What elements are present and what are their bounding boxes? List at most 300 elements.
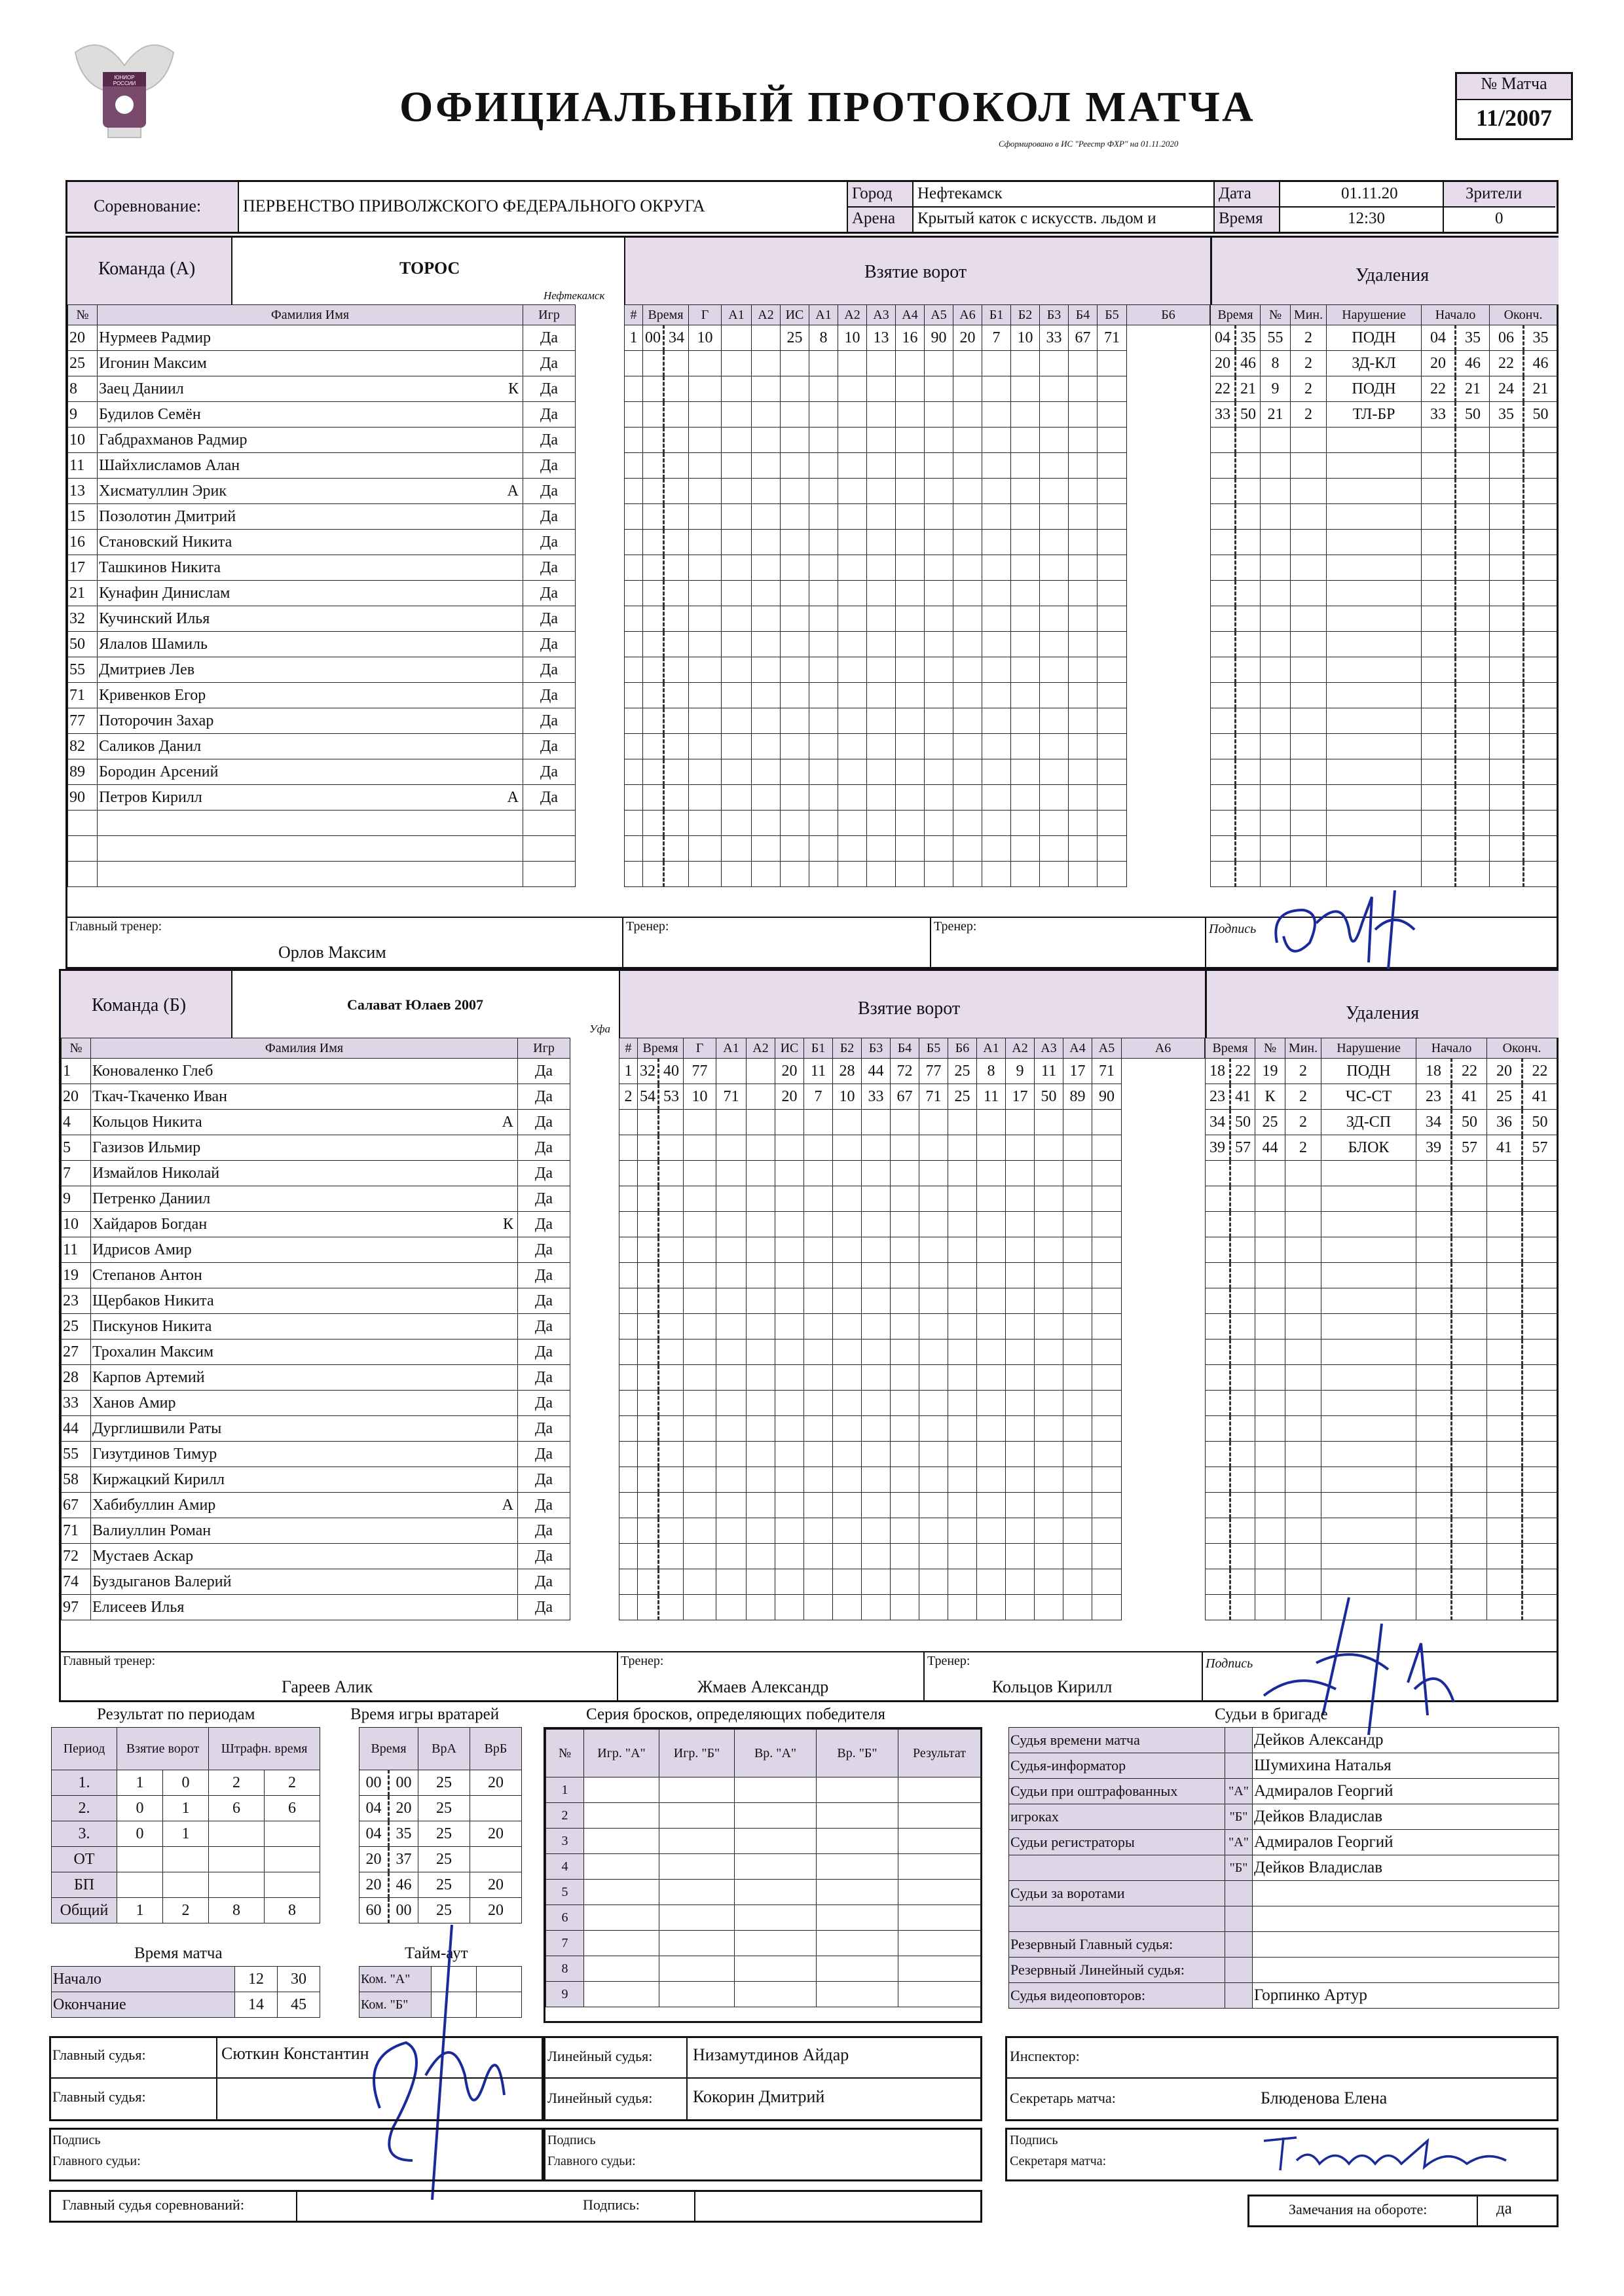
table-cell <box>664 683 689 708</box>
table-cell <box>1063 1212 1092 1237</box>
table-row <box>1211 759 1557 785</box>
table-cell <box>1321 1186 1416 1212</box>
table-cell <box>891 1339 919 1365</box>
table-cell <box>689 657 722 683</box>
table-cell <box>1011 581 1040 606</box>
table-cell <box>1490 428 1524 453</box>
table-cell <box>638 1416 659 1442</box>
table-cell <box>925 734 953 759</box>
referee-role: Резервный Линейный судья: <box>1009 1958 1225 1983</box>
table-cell <box>735 1803 817 1829</box>
table-cell <box>643 632 664 657</box>
table-cell <box>1456 428 1490 453</box>
periods-title: Результат по периодам <box>97 1705 255 1723</box>
table-cell <box>982 351 1011 376</box>
table-cell <box>1487 1161 1522 1186</box>
table-cell <box>1040 708 1069 734</box>
table-cell <box>1327 632 1422 657</box>
table-cell <box>1261 657 1291 683</box>
table-cell <box>1422 785 1456 811</box>
table-cell <box>1211 759 1236 785</box>
table-cell <box>1098 759 1127 785</box>
table-cell <box>1422 453 1456 479</box>
penalty-cell: 50 <box>1524 402 1557 428</box>
table-row <box>619 1314 1205 1339</box>
table-cell <box>1452 1365 1487 1391</box>
player-name: Газизов Ильмир <box>91 1135 518 1161</box>
shootout-row-number: 7 <box>546 1931 584 1956</box>
goal-cell: 33 <box>862 1084 891 1110</box>
table-cell <box>925 606 953 632</box>
table-cell <box>1321 1365 1416 1391</box>
player-number: 82 <box>68 734 98 759</box>
table-cell <box>1490 734 1524 759</box>
table-cell <box>584 1777 659 1803</box>
table-cell <box>1098 632 1127 657</box>
table-cell <box>809 376 838 402</box>
team-b-roster <box>61 1038 619 1620</box>
table-cell: Б4 <box>891 1038 919 1059</box>
goalie-cell: 20 <box>470 1770 522 1796</box>
table-cell <box>659 1110 684 1135</box>
table-cell <box>977 1237 1006 1263</box>
table-cell <box>982 555 1011 581</box>
table-cell <box>1236 555 1261 581</box>
player-played: Да <box>518 1237 570 1263</box>
table-cell <box>664 428 689 453</box>
table-cell <box>1230 1467 1255 1493</box>
player-played: Да <box>523 759 576 785</box>
goalie-cell: 25 <box>418 1770 470 1796</box>
table-cell <box>838 632 867 657</box>
table-cell <box>809 785 838 811</box>
player-name: Поторочин Захар <box>98 708 523 734</box>
table-cell <box>1522 1518 1557 1544</box>
table-row <box>1206 1416 1557 1442</box>
table-cell <box>982 862 1011 887</box>
table-cell <box>982 632 1011 657</box>
table-cell <box>1291 862 1327 887</box>
table-row <box>1206 1186 1557 1212</box>
table-cell <box>1211 657 1236 683</box>
table-cell <box>948 1263 977 1288</box>
goal-cell: 20 <box>775 1059 804 1084</box>
table-cell <box>953 862 982 887</box>
table-cell <box>1255 1339 1285 1365</box>
penalty-cell: 2 <box>1285 1084 1321 1110</box>
table-cell <box>1487 1263 1522 1288</box>
referee-tag <box>1225 1728 1253 1753</box>
player-name: Хайдаров Богдан К <box>91 1212 518 1237</box>
table-cell <box>1006 1110 1035 1135</box>
goal-cell: 33 <box>1040 325 1069 351</box>
table-cell <box>781 479 809 504</box>
table-cell <box>659 1135 684 1161</box>
table-cell <box>716 1365 747 1391</box>
table-cell <box>643 479 664 504</box>
table-cell <box>1236 453 1261 479</box>
table-cell <box>625 453 643 479</box>
table-cell <box>1291 708 1327 734</box>
table-cell <box>1524 555 1557 581</box>
goal-cell: 90 <box>925 325 953 351</box>
table-cell <box>1456 606 1490 632</box>
goal-cell: 7 <box>982 325 1011 351</box>
table-cell <box>1255 1442 1285 1467</box>
table-row <box>1009 1779 1559 1804</box>
table-cell <box>752 759 781 785</box>
table-cell <box>1092 1442 1122 1467</box>
team-b-coach2: Кольцов Кирилл <box>992 1677 1113 1696</box>
referee-name: Горпинко Артур <box>1253 1983 1559 2009</box>
table-row <box>619 1595 1205 1620</box>
table-cell <box>643 555 664 581</box>
table-cell <box>625 734 643 759</box>
table-cell <box>817 1956 898 1982</box>
table-cell <box>752 504 781 530</box>
table-cell <box>1011 428 1040 453</box>
table-row <box>1206 1110 1557 1135</box>
table-cell <box>523 836 576 862</box>
table-cell <box>1422 708 1456 734</box>
table-cell <box>919 1569 948 1595</box>
table-cell <box>1206 1569 1230 1595</box>
table-cell <box>1524 862 1557 887</box>
table-cell <box>716 1416 747 1442</box>
goalie-cell: 25 <box>418 1872 470 1898</box>
table-cell <box>664 453 689 479</box>
table-cell <box>925 657 953 683</box>
table-cell <box>584 1854 659 1880</box>
table-cell <box>747 1110 775 1135</box>
table-cell <box>925 683 953 708</box>
referee-role: Судья видеоповторов: <box>1009 1983 1225 2009</box>
table-cell <box>1069 862 1098 887</box>
table-cell <box>925 376 953 402</box>
table-cell <box>982 683 1011 708</box>
table-row <box>1009 1983 1559 2009</box>
goal-cell <box>722 325 752 351</box>
table-cell <box>1487 1467 1522 1493</box>
table-cell <box>925 453 953 479</box>
penalty-cell: 21 <box>1261 402 1291 428</box>
table-cell <box>722 657 752 683</box>
table-cell <box>1456 785 1490 811</box>
table-cell <box>619 1518 638 1544</box>
penalty-cell: 33 <box>1211 402 1236 428</box>
player-played: Да <box>518 1442 570 1467</box>
table-cell <box>584 1956 659 1982</box>
table-cell <box>833 1314 862 1339</box>
table-cell <box>1035 1212 1063 1237</box>
goal-cell: 8 <box>977 1059 1006 1084</box>
penalty-cell: 22 <box>1490 351 1524 376</box>
table-cell <box>735 1982 817 2007</box>
table-row <box>625 351 1210 376</box>
table-cell <box>838 657 867 683</box>
player-name: Бородин Арсений <box>98 759 523 785</box>
table-cell <box>716 1493 747 1518</box>
table-cell <box>1524 530 1557 555</box>
table-cell <box>982 606 1011 632</box>
main-ref-sig-label-2: Главного судьи: <box>52 2154 141 2168</box>
player-played: Да <box>518 1288 570 1314</box>
table-cell <box>1011 632 1040 657</box>
goalie-cell <box>470 1796 522 1821</box>
table-row <box>625 606 1210 632</box>
penalty-cell: 18 <box>1416 1059 1452 1084</box>
table-cell <box>1285 1493 1321 1518</box>
table-row <box>62 1161 619 1186</box>
table-cell <box>1524 606 1557 632</box>
table-cell <box>953 402 982 428</box>
table-cell <box>1006 1518 1035 1544</box>
penalty-cell: БЛОК <box>1321 1135 1416 1161</box>
table-cell <box>891 1442 919 1467</box>
table-cell <box>716 1339 747 1365</box>
table-row <box>1206 1518 1557 1544</box>
table-cell <box>1035 1339 1063 1365</box>
table-row <box>68 479 625 504</box>
table-cell <box>716 1518 747 1544</box>
table-cell <box>1327 734 1422 759</box>
table-cell: Г <box>689 305 722 325</box>
table-cell <box>1416 1493 1452 1518</box>
table-cell <box>747 1237 775 1263</box>
table-cell <box>1206 1212 1230 1237</box>
penalty-cell: 23 <box>1206 1084 1230 1110</box>
table-cell: Начало <box>1416 1038 1487 1059</box>
table-cell <box>638 1339 659 1365</box>
table-cell <box>1524 759 1557 785</box>
table-cell <box>809 836 838 862</box>
table-row <box>1009 1906 1559 1932</box>
table-cell <box>1092 1569 1122 1595</box>
table-cell <box>716 1467 747 1493</box>
period-cell: 0 <box>163 1770 209 1796</box>
table-cell <box>1285 1518 1321 1544</box>
table-cell <box>1422 504 1456 530</box>
table-cell <box>1236 811 1261 836</box>
table-cell <box>1211 734 1236 759</box>
table-cell <box>1063 1493 1092 1518</box>
team-a-pen-label: Удаления <box>1356 265 1430 285</box>
table-cell <box>948 1493 977 1518</box>
team-a-coach1-label: Тренер: <box>626 919 669 934</box>
player-number: 33 <box>62 1391 91 1416</box>
table-cell: А3 <box>1035 1038 1063 1059</box>
table-row <box>1211 351 1557 376</box>
table-cell <box>891 1365 919 1391</box>
table-cell: Начало <box>1422 305 1490 325</box>
table-cell <box>919 1518 948 1544</box>
table-cell <box>977 1110 1006 1135</box>
table-row <box>1211 325 1557 351</box>
table-cell <box>1040 555 1069 581</box>
table-cell <box>684 1237 716 1263</box>
table-cell <box>1035 1518 1063 1544</box>
table-cell: Б3 <box>862 1038 891 1059</box>
table-cell <box>1040 734 1069 759</box>
table-cell <box>1261 479 1291 504</box>
table-cell <box>1206 1263 1230 1288</box>
table-row <box>1211 581 1557 606</box>
table-cell <box>948 1339 977 1365</box>
table-cell <box>752 657 781 683</box>
team-b-coach1: Жмаев Александр <box>697 1677 829 1696</box>
table-row <box>625 708 1210 734</box>
team-b-coach2-label: Тренер: <box>927 1654 970 1668</box>
table-cell <box>804 1314 833 1339</box>
match-number: 11/2007 <box>1475 105 1552 131</box>
table-cell <box>1327 479 1422 504</box>
table-cell <box>781 376 809 402</box>
table-cell <box>809 504 838 530</box>
table-cell <box>643 708 664 734</box>
table-cell <box>722 862 752 887</box>
table-cell <box>1011 479 1040 504</box>
table-cell: ВрБ <box>470 1728 522 1770</box>
table-cell <box>833 1288 862 1314</box>
goal-cell: 17 <box>1006 1084 1035 1110</box>
table-row <box>68 555 625 581</box>
table-cell <box>1098 428 1127 453</box>
table-cell <box>1524 785 1557 811</box>
table-cell <box>619 1161 638 1186</box>
shootout-row-number: 2 <box>546 1803 584 1829</box>
table-cell <box>1211 479 1236 504</box>
table-row <box>619 1544 1205 1569</box>
table-cell <box>659 1263 684 1288</box>
table-cell <box>625 530 643 555</box>
player-name: Измайлов Николай <box>91 1161 518 1186</box>
table-cell <box>833 1493 862 1518</box>
table-cell <box>1098 402 1127 428</box>
goal-cell: 77 <box>919 1059 948 1084</box>
table-cell <box>896 683 925 708</box>
table-cell <box>1006 1263 1035 1288</box>
table-cell <box>1327 759 1422 785</box>
player-name: Киржацкий Кирилл <box>91 1467 518 1493</box>
table-cell <box>1040 657 1069 683</box>
table-cell <box>659 1314 684 1339</box>
table-row <box>1206 1161 1557 1186</box>
table-cell <box>862 1135 891 1161</box>
table-cell <box>659 1544 684 1569</box>
table-row <box>625 325 1210 351</box>
table-cell <box>833 1186 862 1212</box>
table-cell <box>1230 1544 1255 1569</box>
table-cell <box>659 1956 735 1982</box>
table-cell <box>898 1777 981 1803</box>
table-cell <box>1416 1544 1452 1569</box>
period-cell: 1 <box>163 1796 209 1821</box>
table-cell <box>643 581 664 606</box>
table-cell <box>684 1314 716 1339</box>
table-cell <box>752 606 781 632</box>
period-cell: 6 <box>265 1796 320 1821</box>
player-played: Да <box>518 1084 570 1110</box>
player-name: Заец Даниил К <box>98 376 523 402</box>
table-cell <box>659 1467 684 1493</box>
table-row <box>360 1796 522 1821</box>
table-cell <box>1035 1263 1063 1288</box>
table-cell <box>1452 1314 1487 1339</box>
table-cell <box>659 1237 684 1263</box>
referee-role: Судья-информатор <box>1009 1753 1225 1779</box>
table-cell <box>862 1161 891 1186</box>
table-cell <box>1006 1314 1035 1339</box>
table-cell: Вр. "Б" <box>817 1730 898 1777</box>
table-cell <box>1092 1467 1122 1493</box>
table-cell <box>1285 1288 1321 1314</box>
table-cell <box>948 1365 977 1391</box>
table-row <box>360 1821 522 1847</box>
table-cell <box>867 811 896 836</box>
table-cell <box>619 1544 638 1569</box>
table-cell <box>896 785 925 811</box>
goalie-cell: 46 <box>389 1872 418 1898</box>
table-cell <box>1261 530 1291 555</box>
table-cell <box>804 1339 833 1365</box>
table-cell <box>689 428 722 453</box>
table-cell <box>982 836 1011 862</box>
player-number: 71 <box>62 1518 91 1544</box>
goal-cell <box>747 1059 775 1084</box>
table-cell <box>1490 759 1524 785</box>
table-cell <box>809 708 838 734</box>
goalie-time-table <box>359 1727 522 1923</box>
table-cell <box>659 1493 684 1518</box>
table-cell <box>809 428 838 453</box>
table-cell <box>1069 402 1098 428</box>
table-cell <box>781 734 809 759</box>
table-row <box>619 1365 1205 1391</box>
table-cell <box>1522 1569 1557 1595</box>
table-cell <box>833 1135 862 1161</box>
goalie-cell: 25 <box>418 1821 470 1847</box>
referee-name <box>1253 1932 1559 1958</box>
table-cell <box>1236 836 1261 862</box>
referee-name <box>1253 1906 1559 1932</box>
player-role: А <box>502 1496 513 1514</box>
player-number: 89 <box>68 759 98 785</box>
table-cell <box>1011 453 1040 479</box>
table-cell <box>1456 632 1490 657</box>
table-cell <box>1416 1237 1452 1263</box>
table-cell <box>722 581 752 606</box>
table-cell <box>1011 759 1040 785</box>
table-cell <box>896 402 925 428</box>
table-cell <box>1327 785 1422 811</box>
table-cell <box>948 1314 977 1339</box>
table-cell <box>862 1339 891 1365</box>
table-cell <box>838 530 867 555</box>
table-cell <box>638 1391 659 1416</box>
player-role: А <box>507 788 519 806</box>
period-cell <box>265 1821 320 1847</box>
table-cell <box>1006 1442 1035 1467</box>
table-cell <box>891 1493 919 1518</box>
player-name: Пискунов Никита <box>91 1314 518 1339</box>
table-cell <box>1487 1569 1522 1595</box>
goal-cell: 34 <box>664 325 689 351</box>
table-row <box>1211 811 1557 836</box>
table-cell <box>722 453 752 479</box>
table-cell <box>1321 1237 1416 1263</box>
table-cell <box>1206 1288 1230 1314</box>
table-row <box>62 1493 619 1518</box>
